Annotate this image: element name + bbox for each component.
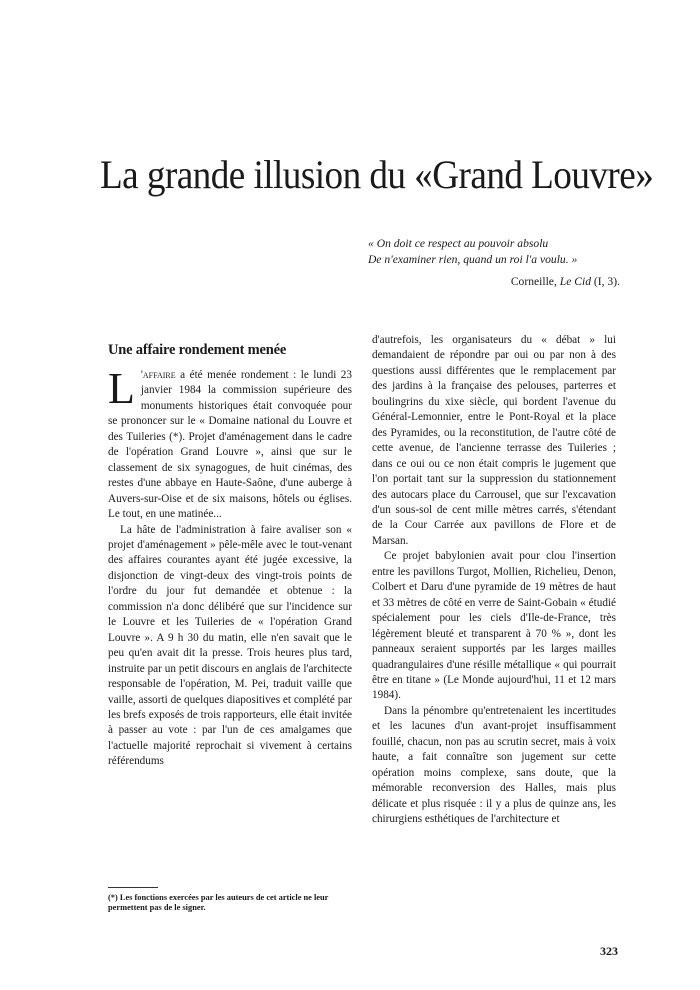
epigraph-line-2: De n'examiner rien, quand un roi l'a voulu. » xyxy=(368,253,578,266)
page-number: 323 xyxy=(600,944,618,958)
right-paragraph-1: d'autrefois, les organisateurs du « débat » lui demandaient de répondre par oui ou par non à des questions aussi différentes que le remplacement par des jardins à la française des pelouses, parterres et boulingrins du xixe siècle, qui bordent l'avenue du Général-Lemonnier, entre le Pont-Royal et la place des Pyramides, ou la reconstitution, de l'autre côté de cette avenue, de l'ancienne terrasse des Tuileries ; dans ce oui ou ce non était compris le jugement que l'on portait tant sur la suppression du stationnement des autocars place du Carrousel, que sur l'excavation d'un sous-sol de cent mille mètres carrés, s'étendant de la Cour Carrée aux pavillons de Flore et de Marsan. xyxy=(372,334,616,547)
left-paragraph-2: La hâte de l'administration à faire avaliser son « projet d'aménagement » pêle-mêle avec le tout-venant des affaires courantes ayant été jugée excessive, la disjonction de vingt-deux des vingt-trois points de l'ordre du jour fut demandée et obtenue : la commission n'a donc délibéré que sur l'incidence sur le Louvre et les Tuileries de « l'opération Grand Louvre ». A 9 h 30 du matin, elle n'en savait que le peu qu'en avait dit la presse. Trois heures plus tard, instruite par un petit discours en anglais de l'architecte responsable de l'opération, M. Pei, traduit vaille que vaille, assorti de quelques diapositives et complété par les brefs exposés de trois rapporteurs, elle était invitée à passer au vote : par l'un de ces amalgames que l'actuelle majorité reprochait si vivement à certains référendums xyxy=(108,523,352,768)
article-body xyxy=(108,333,620,833)
left-paragraph-1-text: a été menée rondement : le lundi 23 janvier 1984 la commission supérieure des monuments historiques était convoquée pour se prononcer sur le « Domaine national du Louvre et des Tuileries (*). Projet d'aménagement dans le cadre de l'opération Grand Louvre », ainsi que sur le classement de six synagogues, de huit cinémas, des restes d'une abbaye en Haute-Saône, d'une auberge à Auvers-sur-Oise et de six maisons, hôtels ou églises. Le tout, en une matinée... xyxy=(108,369,352,521)
footnote-divider xyxy=(108,887,158,888)
epigraph-reference: (I, 3). xyxy=(591,275,620,288)
left-column xyxy=(108,341,352,770)
right-column xyxy=(372,333,616,828)
right-paragraph-2: Ce projet babylonien avait pour clou l'insertion entre les pavillons Turgot, Mollien, Richelieu, Denon, Colbert et Daru d'une pyramide de 19 mètres de haut et 33 mètres de côté en verre de Saint-Gobain « étudié spécialement pour les ciels d'Ile-de-France, très légèrement bleuté et transparent à 70 % », dont les panneaux seraient supportés par les larges mailles quadrangulaires d'une résille métallique « qui pourrait être en titane » (Le Monde aujourd'hui, 11 et 12 mars 1984). xyxy=(372,550,616,702)
article-title: La grande illusion du «Grand Louvre» xyxy=(100,152,654,197)
left-paragraph-1 xyxy=(108,364,352,523)
footnote: (*) Les fonctions exercées par les auteurs de cet article ne leur permettent pas de le signer. xyxy=(108,893,329,912)
opening-small-caps: 'affaire xyxy=(140,369,176,381)
epigraph-line-1: « On doit ce respect au pouvoir absolu xyxy=(368,237,549,250)
section-heading: Une affaire rondement menée xyxy=(108,342,287,358)
epigraph xyxy=(368,236,620,268)
epigraph-work: Le Cid xyxy=(559,275,592,288)
right-paragraph-3: Dans la pénombre qu'entretenaient les incertitudes et les lacunes d'un avant-projet insuffisamment fouillé, chacun, non pas au scrutin secret, mais à voix haute, a fait connaître son jugement sur cette opération moins complexe, sans doute, que la mémorable reconversion des Halles, mais plus délicate et plus risquée : il y a plus de quinze ans, les chirurgiens esthétiques de l'architecture et xyxy=(372,704,616,826)
epigraph-author: Corneille, xyxy=(510,275,560,288)
drop-cap: L xyxy=(108,364,135,413)
epigraph-attribution xyxy=(511,275,620,288)
